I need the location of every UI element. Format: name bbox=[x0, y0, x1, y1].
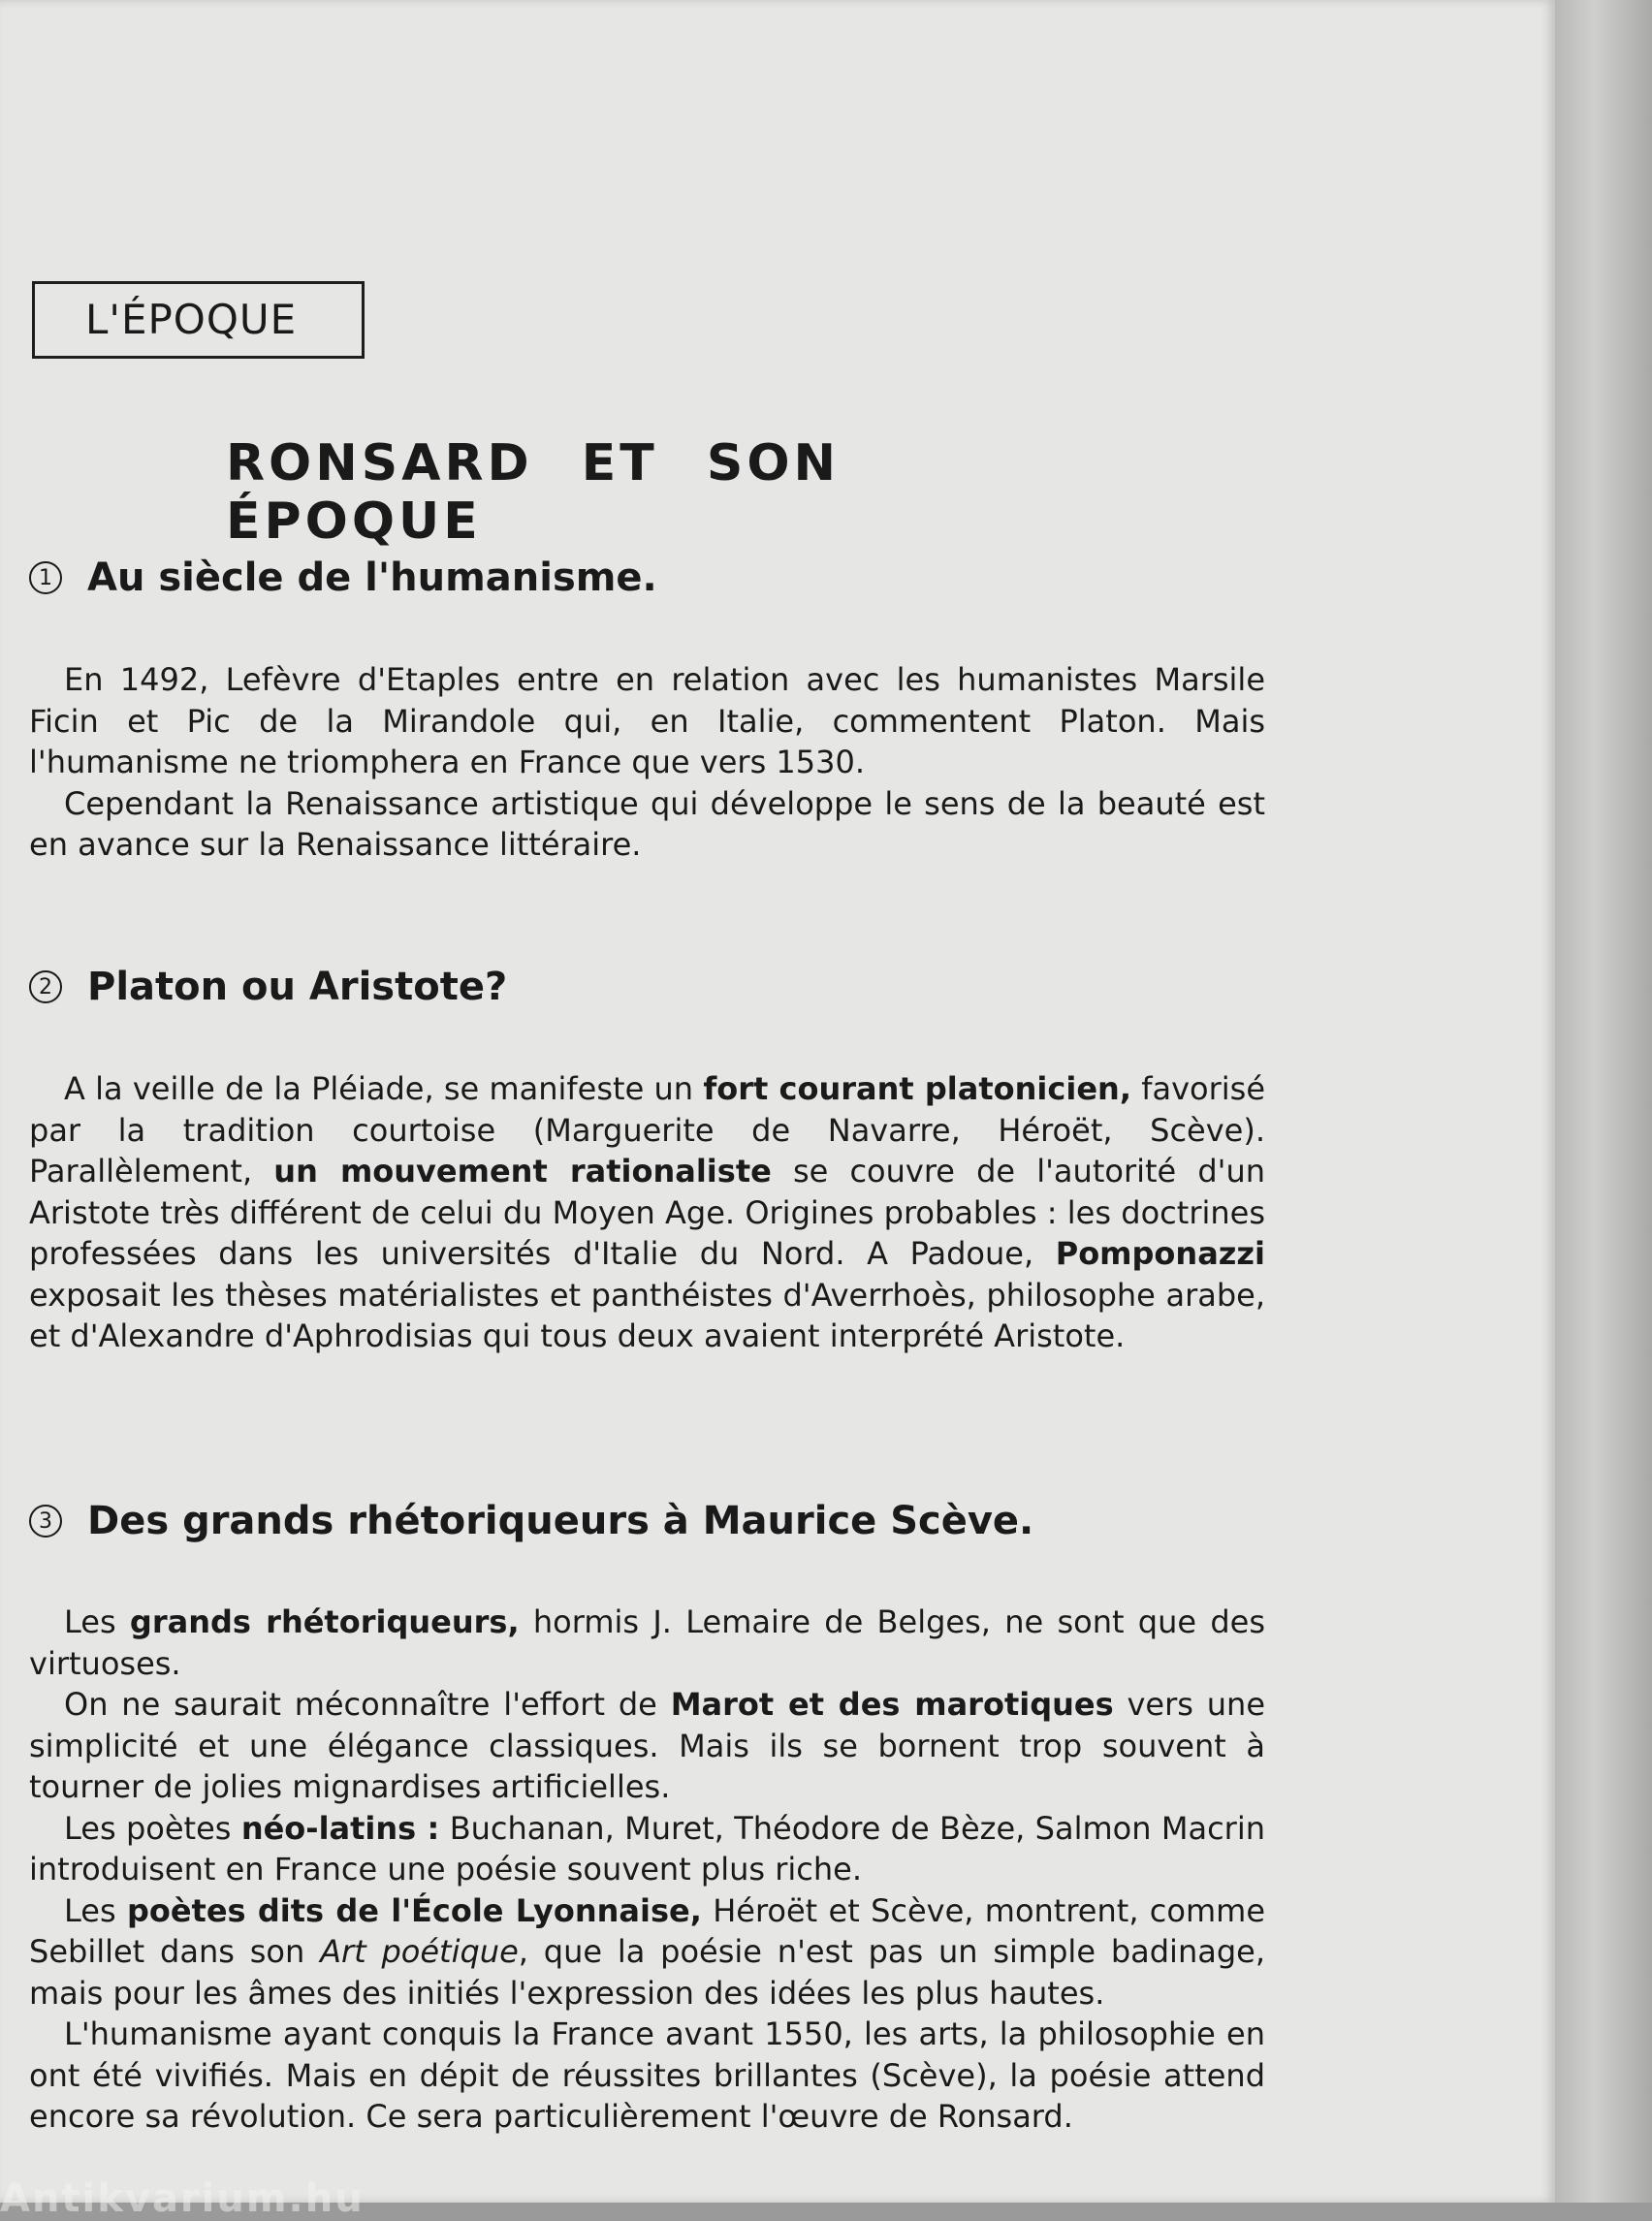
section-number-badge: 3 bbox=[29, 1505, 62, 1538]
bold-text: Pomponazzi bbox=[1055, 1235, 1265, 1272]
text-run: On ne saurait méconnaître l'effort de bbox=[64, 1686, 671, 1723]
text-run: A la veille de la Pléiade, se manifeste un bbox=[64, 1070, 704, 1107]
bold-text: fort courant platonicien, bbox=[703, 1070, 1131, 1107]
section-label-box bbox=[32, 281, 365, 359]
paragraph bbox=[29, 659, 1265, 783]
section-3-body bbox=[29, 1602, 1265, 2138]
bold-text: grands rhétoriqueurs, bbox=[129, 1603, 520, 1640]
text-run: favorisé par la tradition courtoise (Marguerite de Navarre, Héroët, Scève). Parallèlement, bbox=[29, 1070, 1266, 1190]
section-2-heading bbox=[29, 965, 507, 1009]
bold-text: néo-latins : bbox=[240, 1809, 440, 1847]
text-run: Buchanan, Muret, Théodore de Bèze, Salmon Macrin introduisent en France une poésie souvent plus riche. bbox=[29, 1809, 1266, 1888]
text-run: exposait les thèses matérialistes et panthéistes d'Averrhoès, philosophe arabe, et d'Alexandre d'Aphrodisias qui tous deux avaient interprété Aristote. bbox=[29, 1276, 1265, 1354]
section-3-heading bbox=[29, 1499, 1033, 1543]
section-1-heading bbox=[29, 555, 657, 600]
text-run: Héroët et Scève, montrent, comme Sebillet dans son bbox=[29, 1891, 1265, 1970]
section-number-badge: 1 bbox=[29, 561, 62, 594]
text-run: se couvre de l'autorité d'un Aristote très différent de celui du Moyen Age. Origines probables : les doctrines professées dans les universités d'Italie du Nord. A Padoue, bbox=[29, 1153, 1266, 1272]
section-heading-text: Platon ou Aristote? bbox=[87, 965, 508, 1009]
text-run: Les bbox=[64, 1603, 130, 1640]
paragraph bbox=[29, 1684, 1265, 1808]
bold-text: Marot et des marotiques bbox=[670, 1686, 1114, 1723]
page-edge bbox=[1555, 0, 1652, 2203]
text-run: L'humanisme ayant conquis la France avant 1550, les arts, la philosophie en ont été vivifiés. Mais en dépit de réussites brillantes (Scève), la poésie attend encore sa révolution. Ce sera particulièrement l'œuvre de Ronsard. bbox=[29, 2015, 1265, 2135]
section-heading-text: Des grands rhétoriqueurs à Maurice Scève. bbox=[87, 1499, 1034, 1543]
page-title: RONSARD ET SON ÉPOQUE bbox=[226, 434, 841, 551]
paragraph bbox=[29, 783, 1265, 866]
text-run: hormis J. Lemaire de Belges, ne sont que des virtuoses. bbox=[29, 1603, 1266, 1682]
text-run: En 1492, Lefèvre d'Etaples entre en relation avec les humanistes Marsile Ficin et Pic de la Mirandole qui, en Italie, commentent Platon. Mais l'humanisme ne triomphera en France que vers 1530. bbox=[29, 661, 1265, 780]
section-label: L'ÉPOQUE bbox=[85, 296, 298, 343]
section-number-badge: 2 bbox=[29, 970, 62, 1003]
text-run: Les bbox=[64, 1891, 127, 1929]
paragraph bbox=[29, 1890, 1265, 2015]
paragraph bbox=[29, 1602, 1265, 1684]
section-heading-text: Au siècle de l'humanisme. bbox=[87, 555, 657, 600]
italic-text: Art poétique bbox=[320, 1933, 519, 1970]
text-run: vers une simplicité et une élégance classiques. Mais ils se bornent trop souvent à tourner de jolies mignardises artificielles. bbox=[29, 1686, 1266, 1805]
section-2-body bbox=[29, 1068, 1265, 1357]
text-run: , que la poésie n'est pas un simple badinage, mais pour les âmes des initiés l'expression des idées les plus hautes. bbox=[29, 1933, 1265, 2012]
bold-text: poètes dits de l'École Lyonnaise, bbox=[126, 1891, 702, 1929]
paragraph bbox=[29, 1068, 1265, 1357]
paragraph bbox=[29, 2014, 1265, 2138]
text-run: Les poètes bbox=[64, 1809, 241, 1847]
watermark: Antikvarium.hu bbox=[0, 2176, 365, 2221]
paragraph bbox=[29, 1808, 1265, 1890]
text-run: Cependant la Renaissance artistique qui développe le sens de la beauté est en avance sur la Renaissance littéraire. bbox=[29, 784, 1265, 863]
section-1-body bbox=[29, 659, 1265, 866]
bold-text: un mouvement rationaliste bbox=[273, 1153, 772, 1190]
